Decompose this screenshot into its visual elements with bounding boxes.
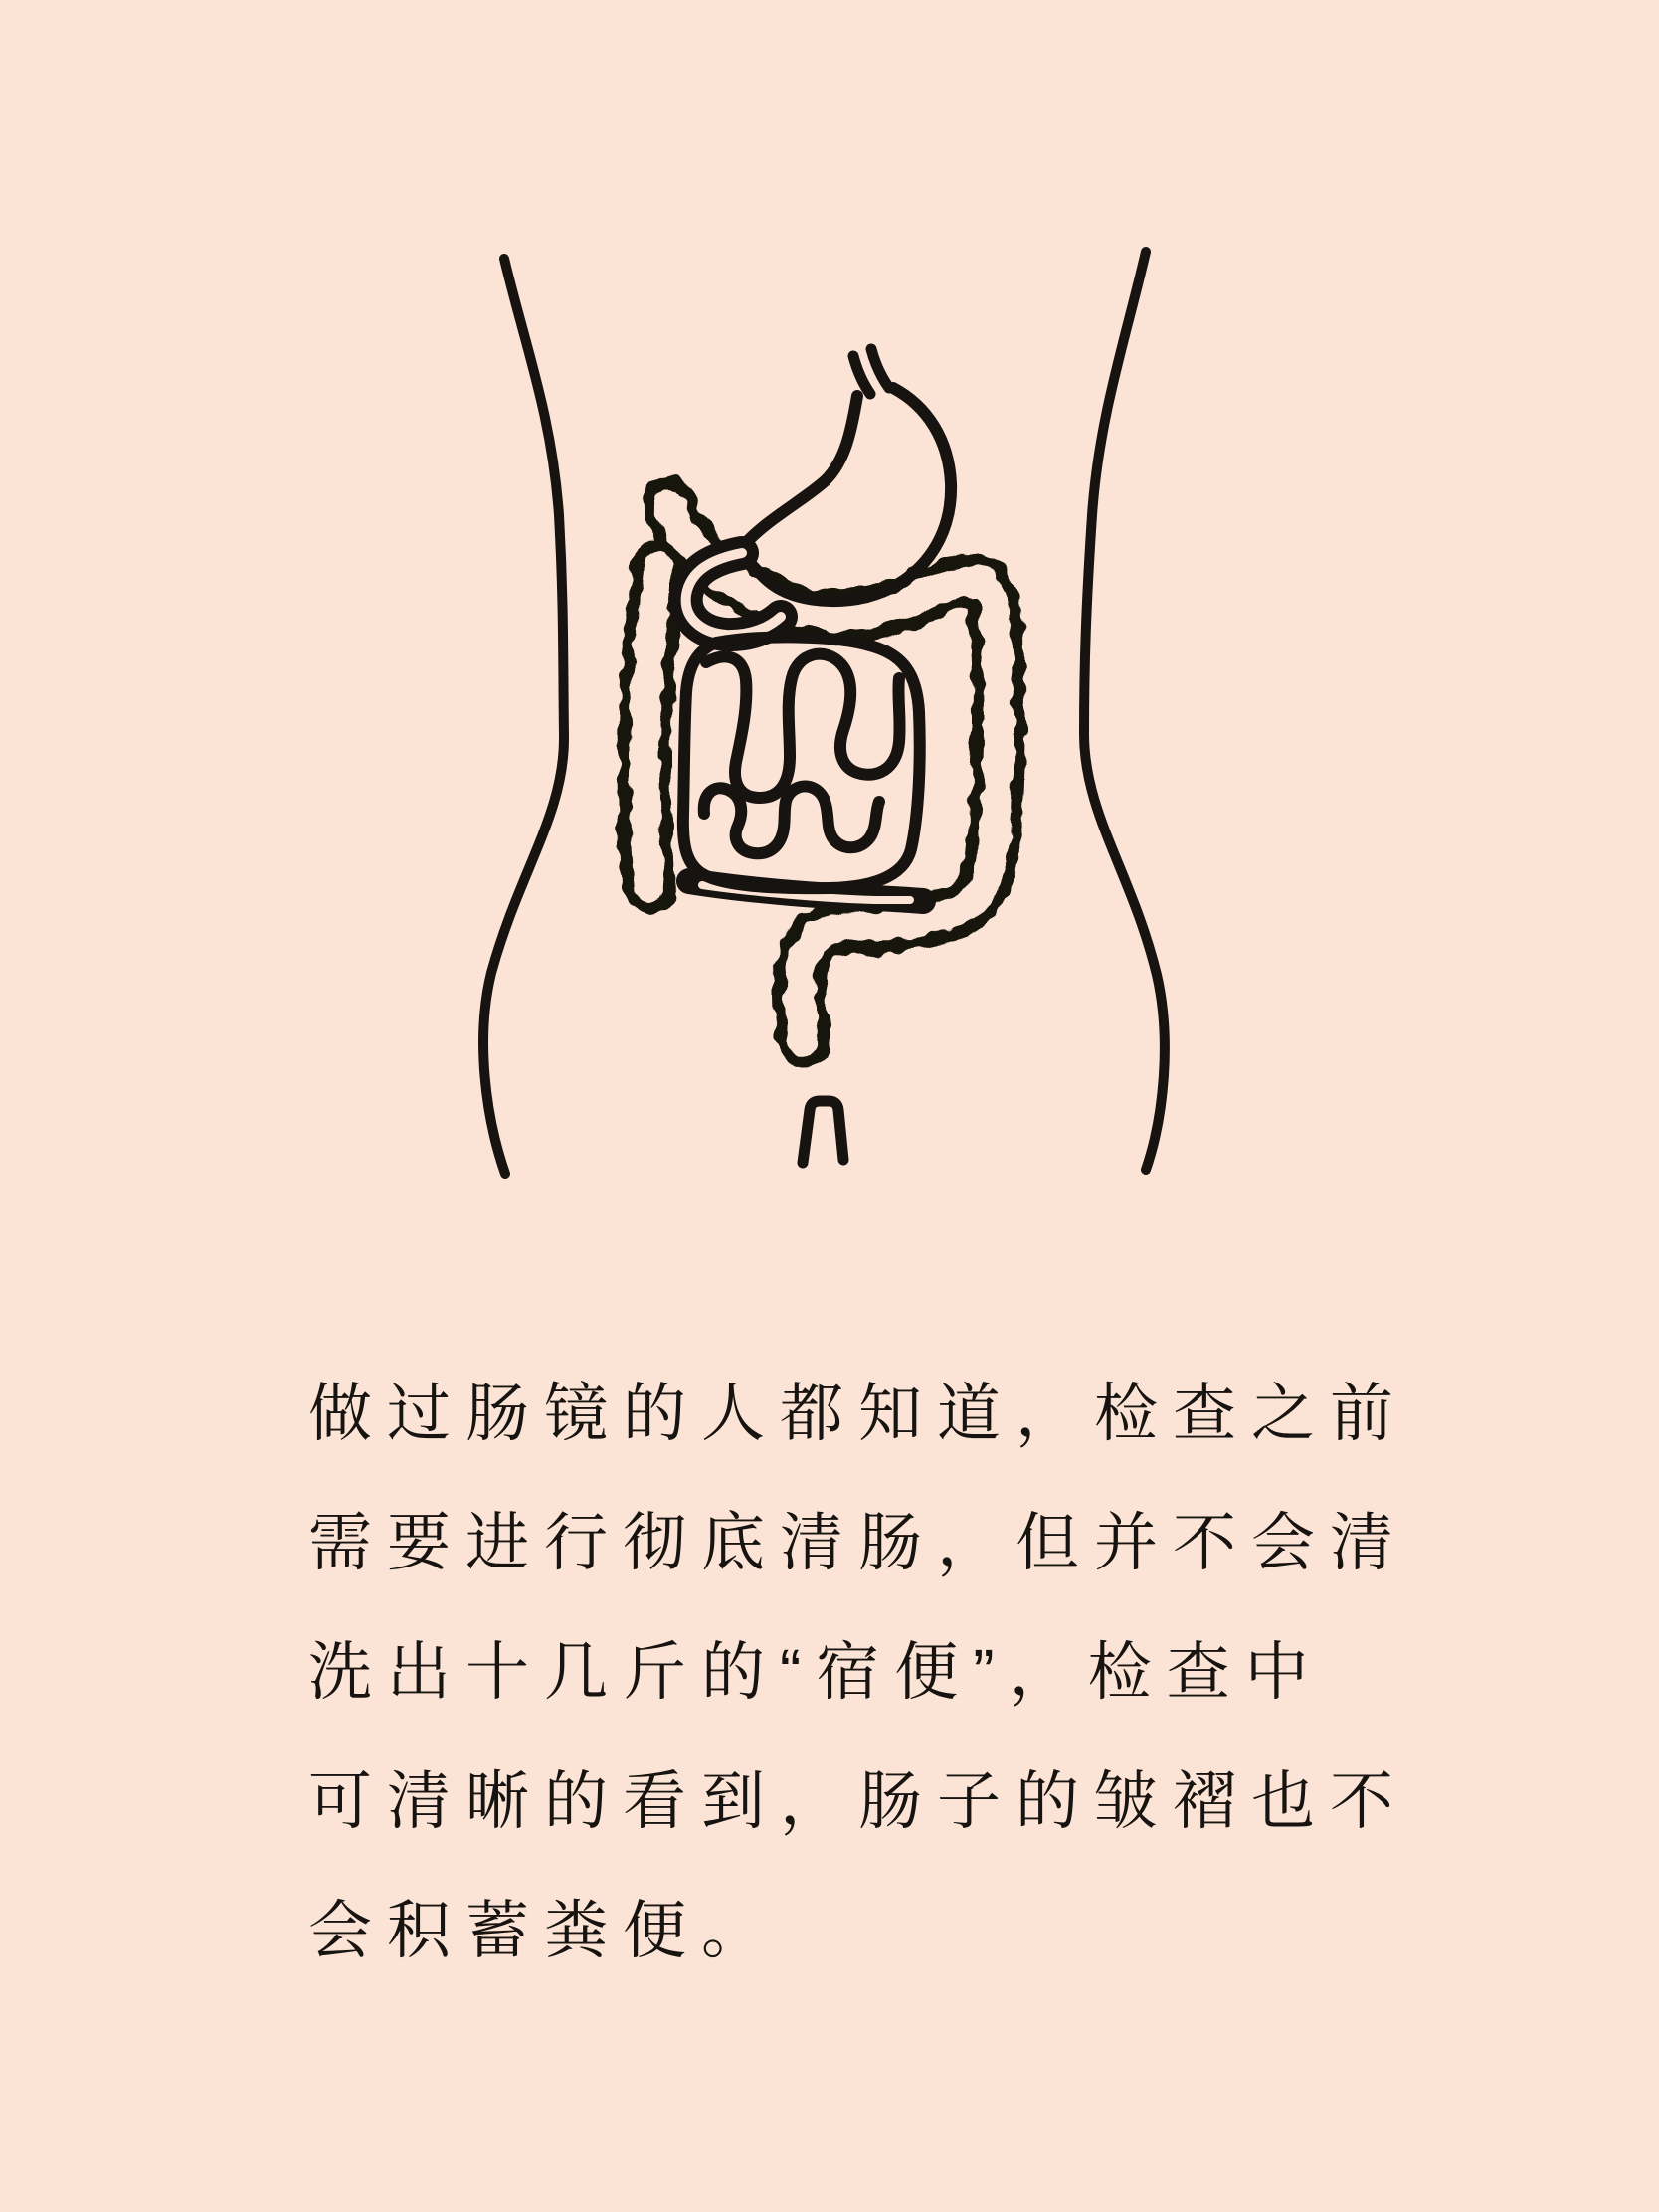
digestive-system-illustration — [408, 217, 1253, 1211]
stomach — [744, 388, 951, 601]
torso-left-line — [483, 259, 564, 1174]
caption-line: 做过肠镜的人都知道，检查之前 — [308, 1378, 1408, 1449]
stomach-lesser-curvature — [744, 396, 857, 545]
small-intestine-fold-upper — [706, 654, 900, 798]
caption-line: 洗出十几斤的“宿便”，检查中 — [308, 1636, 1324, 1708]
esophagus — [853, 349, 889, 394]
small-intestine — [683, 637, 920, 888]
caption-line: 可清晰的看到，肠子的皱褶也不 — [308, 1765, 1408, 1837]
navel — [803, 1101, 843, 1163]
caption — [308, 1349, 1492, 1995]
small-intestine-fold-lower — [704, 786, 879, 853]
caption-line: 需要进行彻底清肠，但并不会清 — [308, 1507, 1408, 1578]
caption-line: 会积蓄粪便。 — [308, 1895, 780, 1966]
torso-right-line — [1084, 252, 1165, 1170]
